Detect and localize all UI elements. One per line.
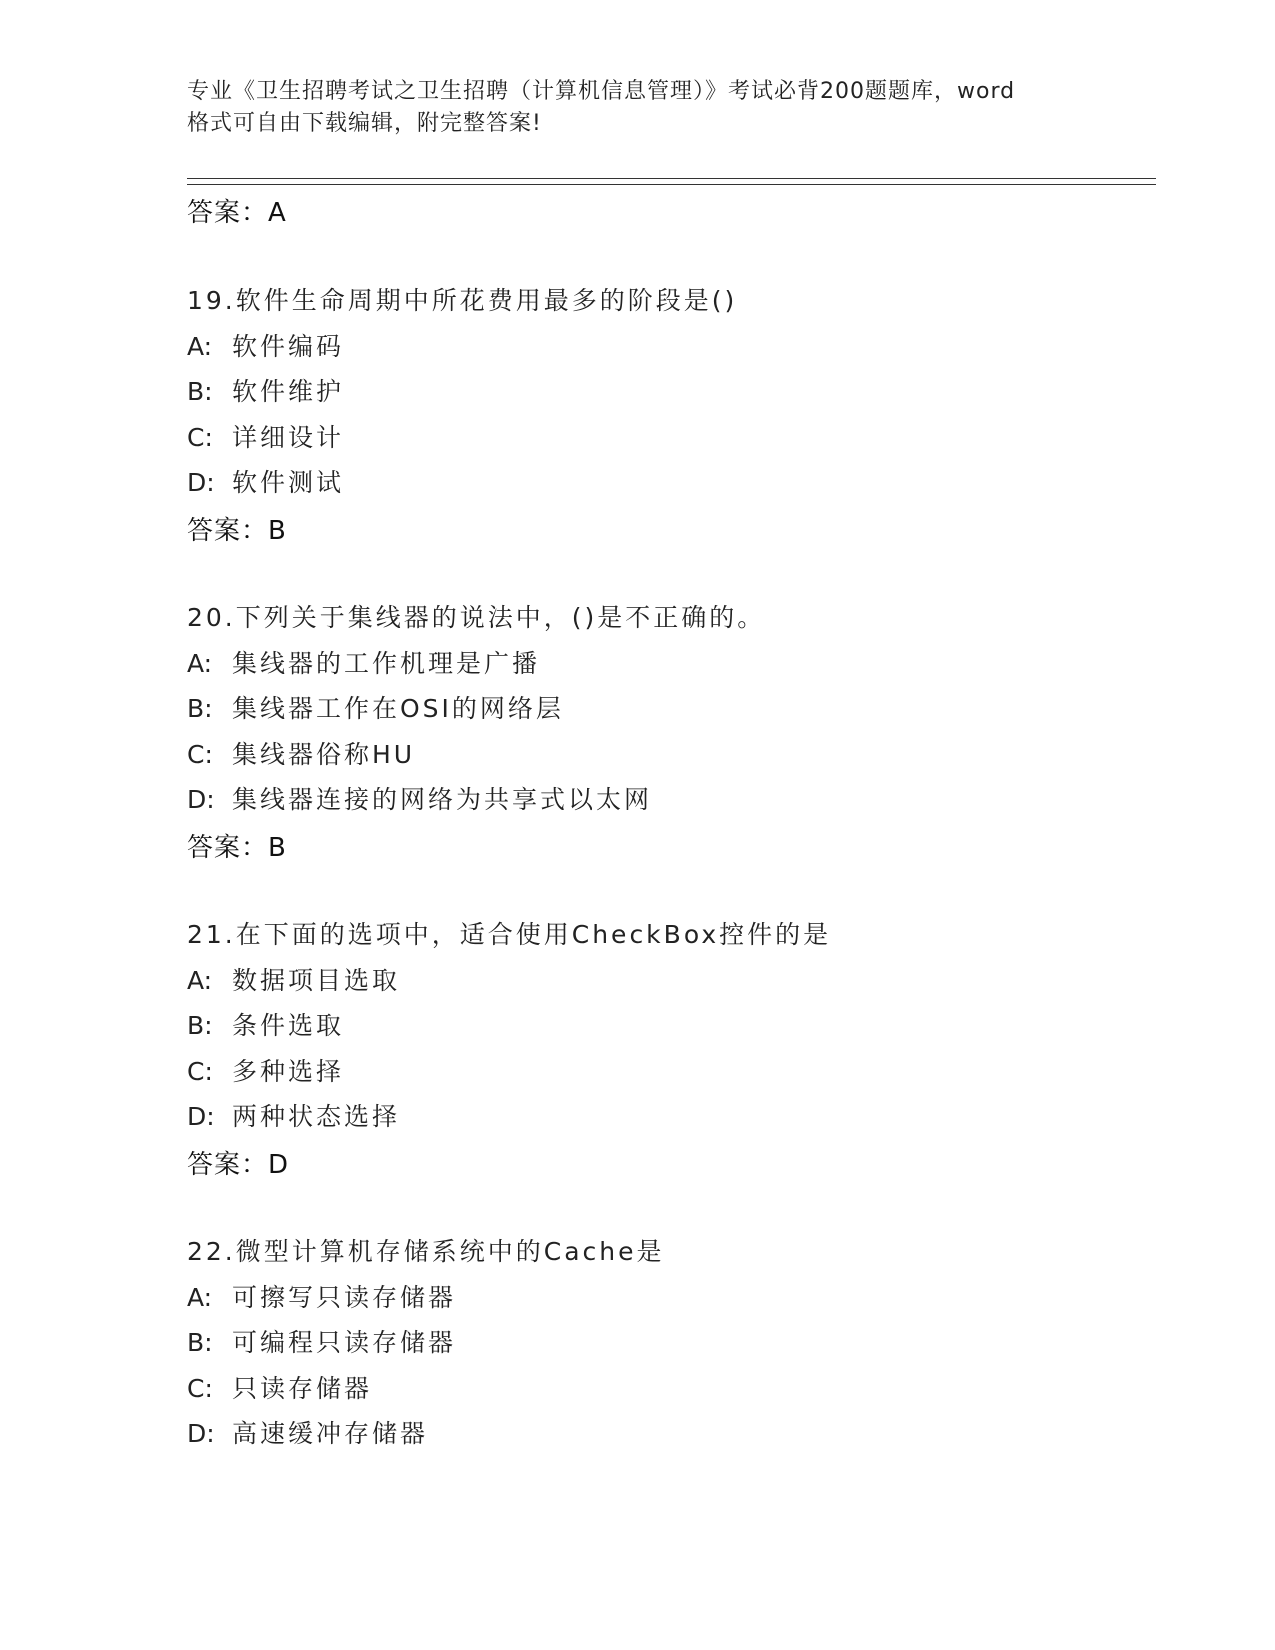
option-c xyxy=(187,1366,1156,1412)
option-a xyxy=(187,324,1156,370)
page-header xyxy=(187,76,1087,140)
option-b xyxy=(187,369,1156,415)
option-d xyxy=(187,1411,1156,1457)
header-title-line1: 专业《卫生招聘考试之卫生招聘（计算机信息管理）》考试必背200题题库，word xyxy=(187,79,1016,104)
option-text: 集线器俗称HU xyxy=(232,739,416,769)
option-text: 只读存储器 xyxy=(232,1373,373,1403)
option-key: B: xyxy=(187,1011,213,1040)
question-22 xyxy=(187,1229,1156,1457)
option-text: 可擦写只读存储器 xyxy=(232,1282,457,1312)
option-key: D: xyxy=(187,1102,215,1131)
answer-20: 答案：B xyxy=(187,833,287,863)
option-key: A: xyxy=(187,331,213,361)
answer-previous: 答案：A xyxy=(187,198,287,228)
option-c xyxy=(187,732,1156,778)
option-key: A: xyxy=(187,965,213,995)
header-title-line2: 格式可自由下载编辑，附完整答案! xyxy=(187,111,542,136)
option-text: 软件维护 xyxy=(232,377,345,406)
question-text: 20.下列关于集线器的说法中，()是不正确的。 xyxy=(187,603,766,632)
option-key: C: xyxy=(187,739,213,769)
question-19 xyxy=(187,278,1156,506)
option-d xyxy=(187,1094,1156,1140)
option-key: B: xyxy=(187,1328,213,1357)
option-a xyxy=(187,958,1156,1004)
answer-21: 答案：D xyxy=(187,1150,290,1180)
option-c xyxy=(187,1049,1156,1095)
option-b xyxy=(187,1320,1156,1366)
option-key: B: xyxy=(187,694,213,723)
option-d xyxy=(187,777,1156,823)
option-key: A: xyxy=(187,1282,213,1312)
question-text: 19.软件生命周期中所花费用最多的阶段是() xyxy=(187,286,738,315)
option-key: C: xyxy=(187,422,213,452)
option-key: A: xyxy=(187,648,213,678)
option-d xyxy=(187,460,1156,506)
answer-19: 答案：B xyxy=(187,516,287,546)
option-text: 两种状态选择 xyxy=(232,1102,401,1131)
option-key: B: xyxy=(187,377,213,406)
option-a xyxy=(187,1275,1156,1321)
option-key: C: xyxy=(187,1373,213,1403)
option-key: D: xyxy=(187,468,215,497)
option-text: 可编程只读存储器 xyxy=(232,1328,457,1357)
option-text: 集线器的工作机理是广播 xyxy=(232,648,541,678)
option-text: 多种选择 xyxy=(232,1056,345,1086)
option-key: D: xyxy=(187,1419,215,1448)
option-text: 详细设计 xyxy=(232,422,345,452)
option-text: 条件选取 xyxy=(232,1011,345,1040)
option-a xyxy=(187,641,1156,687)
option-text: 高速缓冲存储器 xyxy=(232,1419,429,1448)
option-text: 集线器工作在OSI的网络层 xyxy=(232,694,564,723)
option-c xyxy=(187,415,1156,461)
option-text: 软件编码 xyxy=(232,331,345,361)
option-key: D: xyxy=(187,785,215,814)
option-text: 软件测试 xyxy=(232,468,345,497)
option-b xyxy=(187,686,1156,732)
question-text: 22.微型计算机存储系统中的Cache是 xyxy=(187,1237,665,1266)
option-key: C: xyxy=(187,1056,213,1086)
header-divider xyxy=(187,178,1156,185)
question-text: 21.在下面的选项中，适合使用CheckBox控件的是 xyxy=(187,920,832,949)
option-text: 数据项目选取 xyxy=(232,965,401,995)
question-20 xyxy=(187,595,1156,823)
option-b xyxy=(187,1003,1156,1049)
question-21 xyxy=(187,912,1156,1140)
option-text: 集线器连接的网络为共享式以太网 xyxy=(232,785,653,814)
